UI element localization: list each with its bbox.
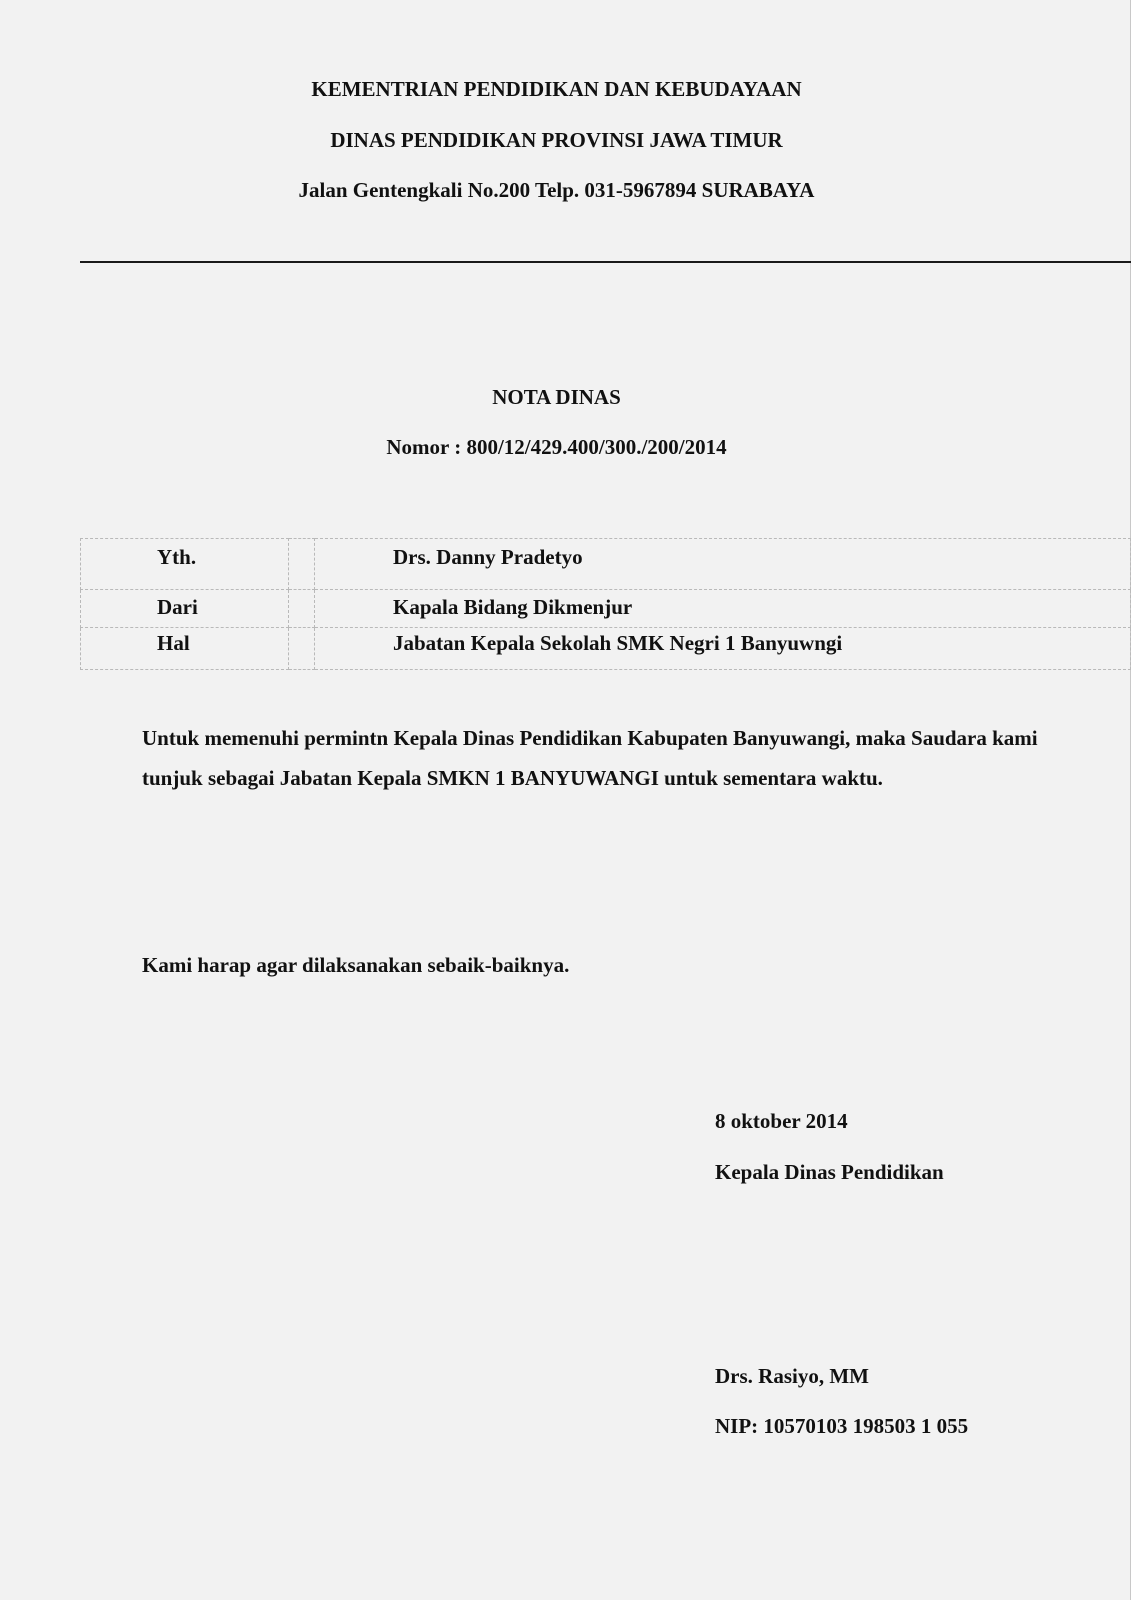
signature-position: Kepala Dinas Pendidikan bbox=[715, 1160, 944, 1184]
memo-body-paragraph: Untuk memenuhi permintn Kepala Dinas Pendidikan Kabupaten Banyuwangi, maka Saudara kami tunjuk sebagai Jabatan Kepala SMKN 1 BANYUWANGI untuk sementara waktu. bbox=[142, 726, 1038, 790]
letterhead-office: DINAS PENDIDIKAN PROVINSI JAWA TIMUR bbox=[330, 128, 783, 152]
field-label: Hal bbox=[81, 628, 289, 670]
field-separator bbox=[289, 628, 315, 670]
signature-nip: NIP: 10570103 198503 1 055 bbox=[715, 1414, 969, 1438]
signature-name: Drs. Rasiyo, MM bbox=[715, 1364, 869, 1388]
letterhead-address: Jalan Gentengkali No.200 Telp. 031-5967894 SURABAYA bbox=[298, 178, 815, 202]
letterhead-divider bbox=[80, 261, 1131, 263]
field-value: Drs. Danny Pradetyo bbox=[315, 539, 1131, 590]
memo-closing: Kami harap agar dilaksanakan sebaik-baiknya. bbox=[142, 953, 570, 977]
letterhead-ministry: KEMENTRIAN PENDIDIKAN DAN KEBUDAYAAN bbox=[311, 77, 802, 101]
field-value: Jabatan Kepala Sekolah SMK Negri 1 Banyuwngi bbox=[315, 628, 1131, 670]
field-separator bbox=[289, 590, 315, 628]
field-value: Kapala Bidang Dikmenjur bbox=[315, 590, 1131, 628]
memo-title: NOTA DINAS bbox=[492, 385, 621, 409]
table-row bbox=[81, 628, 1131, 670]
table-row bbox=[81, 539, 1131, 590]
memo-address-table bbox=[80, 538, 1131, 670]
signature-date: 8 oktober 2014 bbox=[715, 1109, 848, 1133]
memo-number: Nomor : 800/12/429.400/300./200/2014 bbox=[386, 435, 727, 459]
table-row bbox=[81, 590, 1131, 628]
field-label: Yth. bbox=[81, 539, 289, 590]
field-label: Dari bbox=[81, 590, 289, 628]
field-separator bbox=[289, 539, 315, 590]
